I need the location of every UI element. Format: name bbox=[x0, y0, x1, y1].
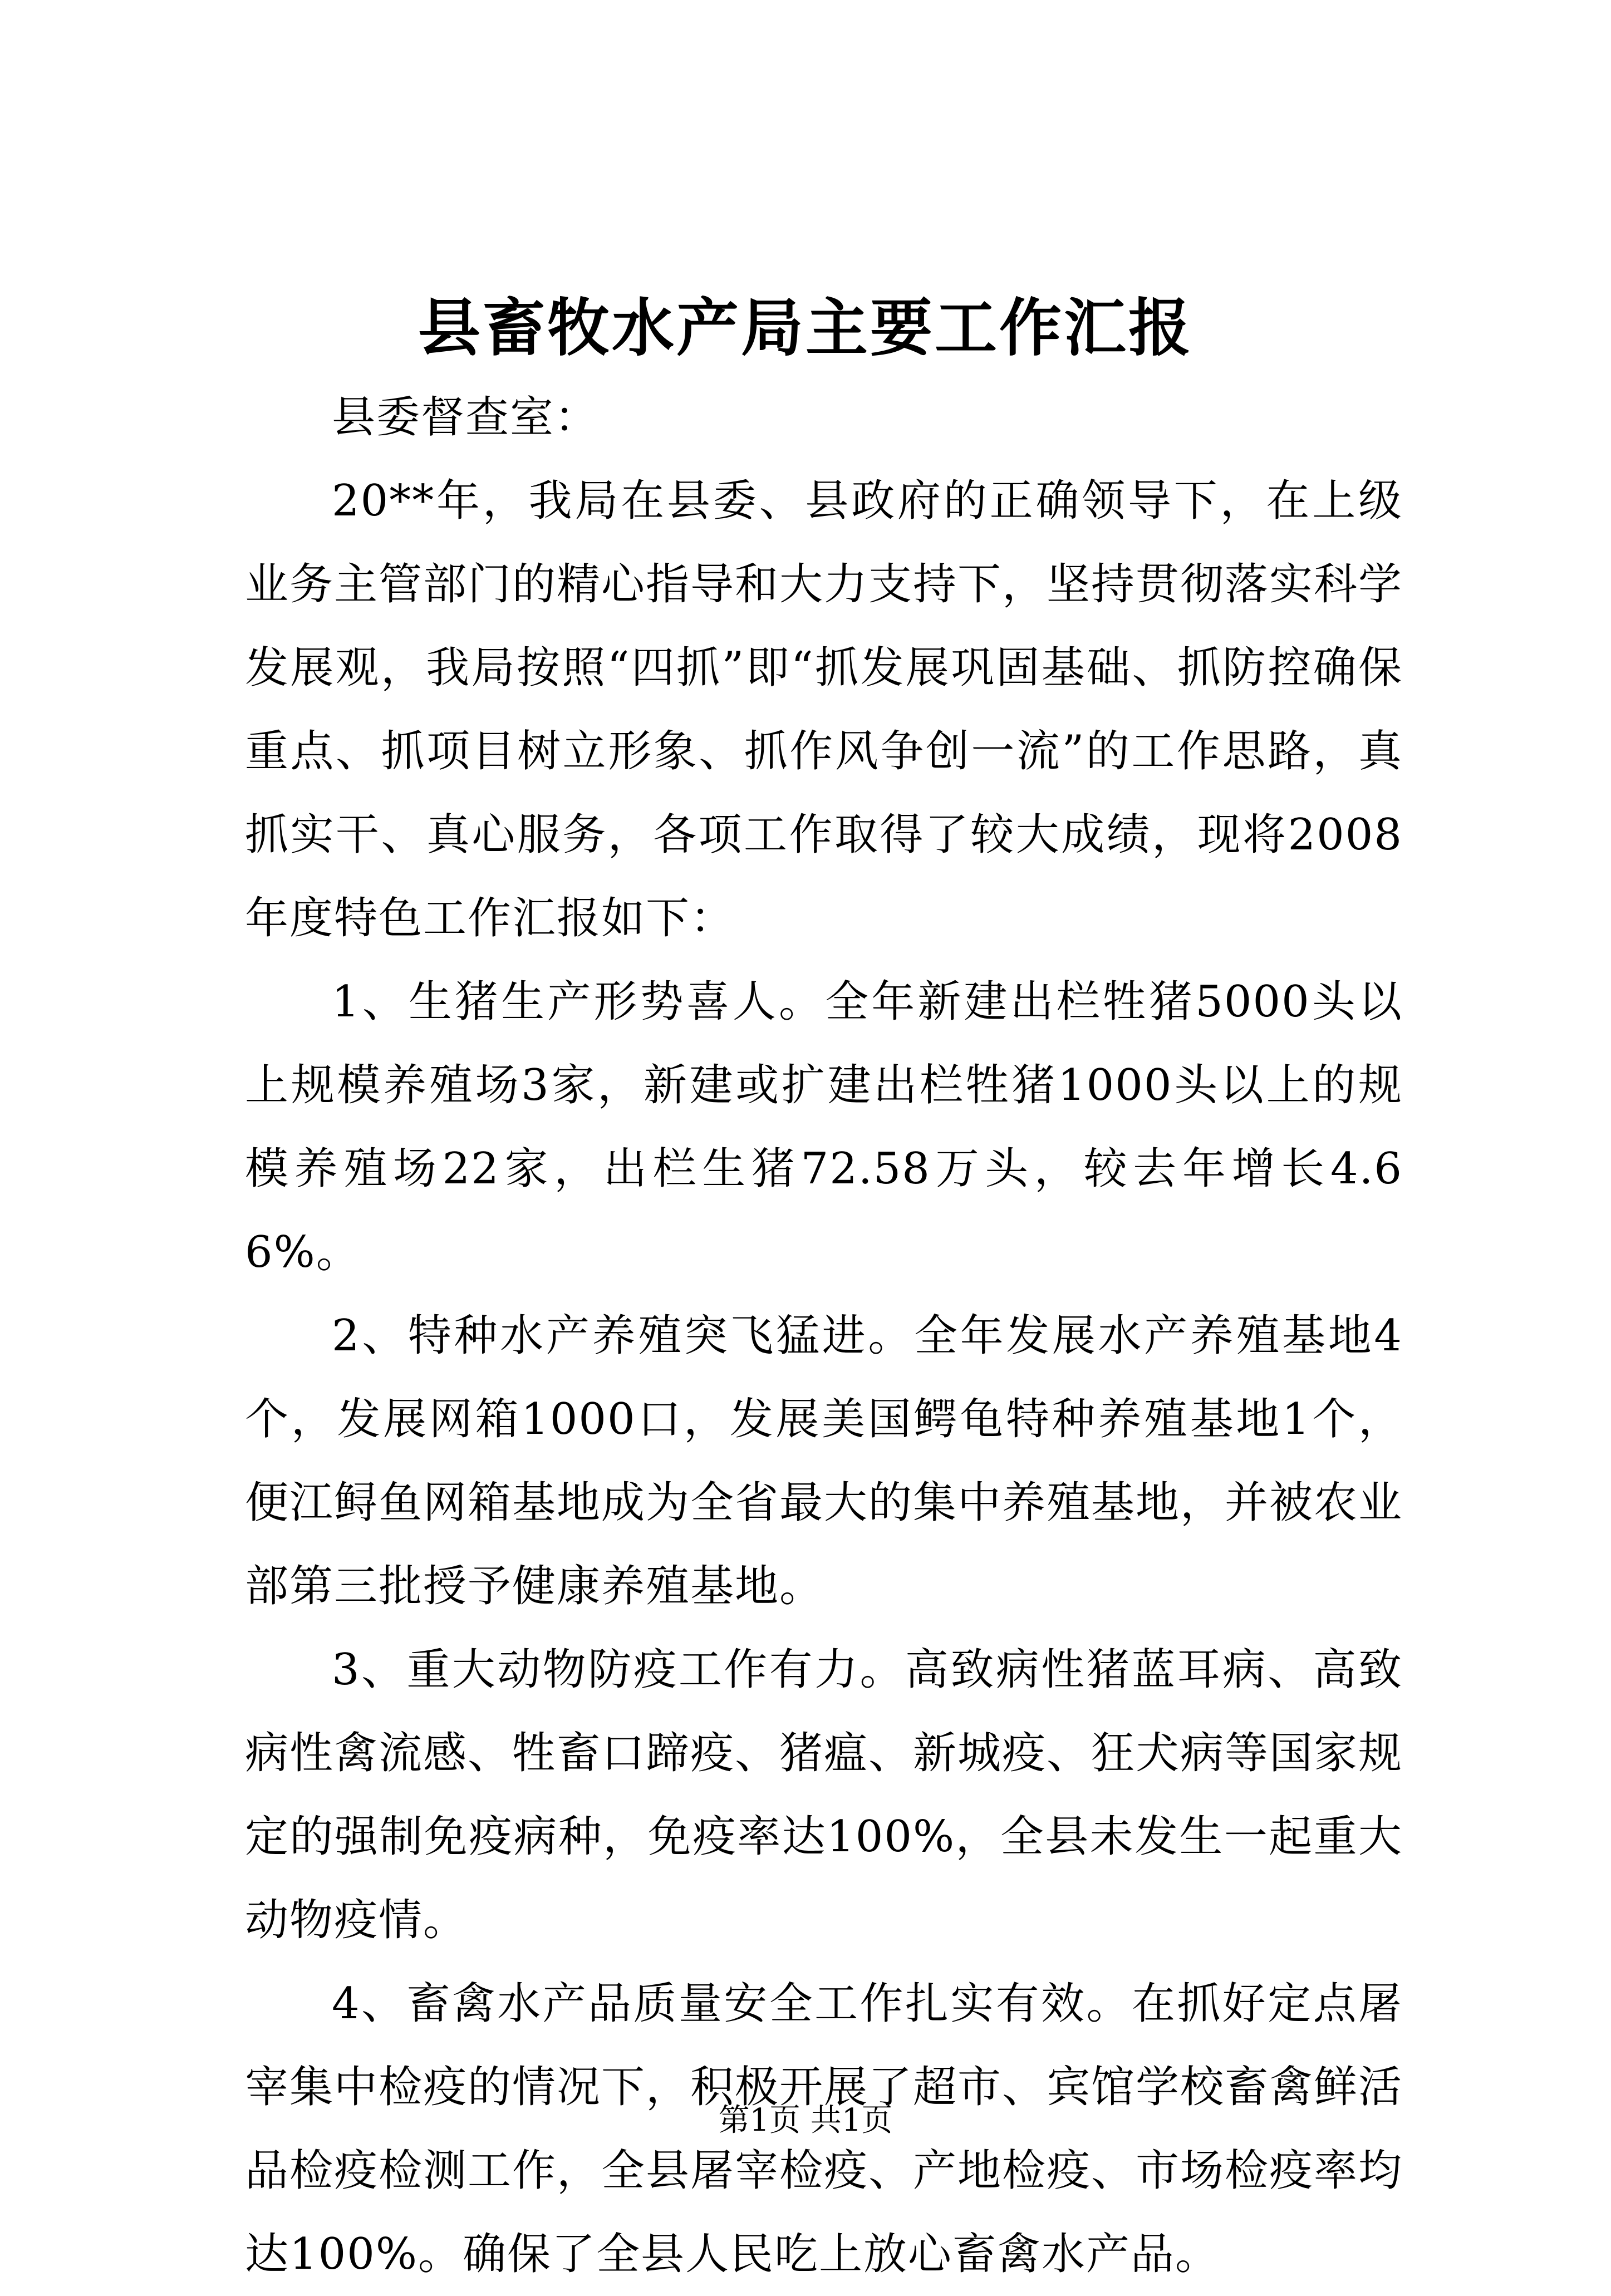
page-number-footer: 第1页 共1页 bbox=[718, 2102, 893, 2138]
paragraph-item-4: 4、畜禽水产品质量安全工作扎实有效。在抓好定点屠宰集中检疫的情况下，积极开展了超市、宾馆学校畜禽鲜活品检疫检测工作，全县屠宰检疫、产地检疫、市场检疫率均达100%。确保了全县人民吃上放心畜禽水产品。 bbox=[245, 1979, 1403, 2279]
paragraph-item-3: 3、重大动物防疫工作有力。高致病性猪蓝耳病、高致病性禽流感、牲畜口蹄疫、猪瘟、新城疫、狂犬病等国家规定的强制免疫病种，免疫率达100%，全县未发生一起重大动物疫情。 bbox=[245, 1645, 1403, 1945]
paragraph-item-2: 2、特种水产养殖突飞猛进。全年发展水产养殖基地4个，发展网箱1000口，发展美国鳄龟特种养殖基地1个，便江鲟鱼网箱基地成为全省最大的集中养殖基地，并被农业部第三批授予健康养殖基地。 bbox=[245, 1311, 1403, 1611]
salutation: 县委督查室： bbox=[332, 392, 600, 443]
paragraph-item-1: 1、生猪生产形势喜人。全年新建出栏牲猪5000头以上规模养殖场3家，新建或扩建出栏牲猪1000头以上的规模养殖场22家，出栏生猪72.58万头，较去年增长4.66%。 bbox=[245, 977, 1403, 1277]
paragraph-intro: 20**年，我局在县委、县政府的正确领导下，在上级业务主管部门的精心指导和大力支持下，坚持贯彻落实科学发展观，我局按照“四抓”即“抓发展巩固基础、抓防控确保重点、抓项目树立形象、抓作风争创一流”的工作思路，真抓实干、真心服务，各项工作取得了较大成绩，现将2008年度特色工作汇报如下： bbox=[245, 476, 1403, 943]
document-title: 县畜牧水产局主要工作汇报 bbox=[418, 292, 1193, 365]
document-body bbox=[245, 376, 1403, 2296]
